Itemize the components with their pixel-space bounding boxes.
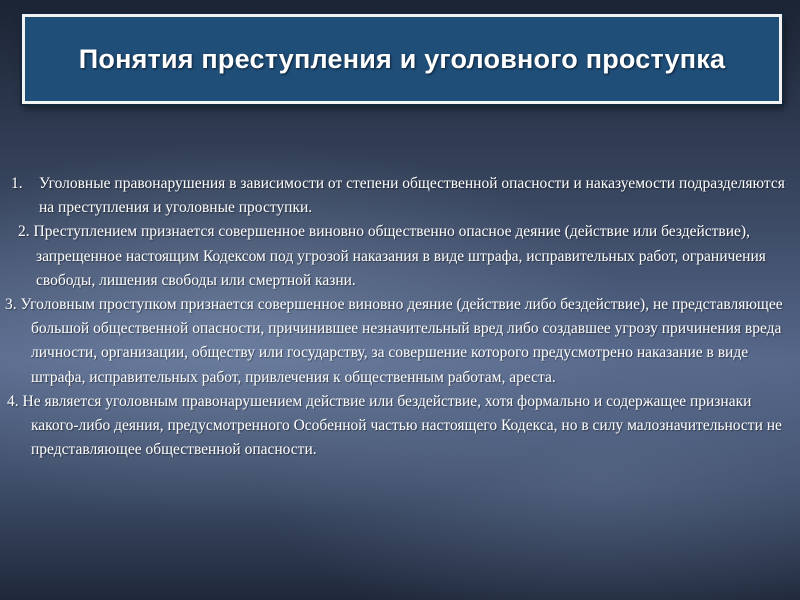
paragraph-3 <box>0 293 792 390</box>
content-body <box>0 172 792 462</box>
paragraph-1-text: Уголовные правонарушения в зависимости от степени общественной опасности и наказуемости подразделяются на преступления и уголовные проступки. <box>39 175 785 217</box>
paragraph-2-text: 2. Преступлением признается совершенное виновно общественно опасное деяние (действие или бездействие), запрещенное настоящим Кодексом под угрозой наказания в виде штрафа, исправительных работ, ограничения свободы, лишения свободы или смертной казни. <box>18 223 766 289</box>
paragraph-4-text: 4. Не является уголовным правонарушением действие или бездействие, хотя формально и содержащее признаки какого-либо деяния, предусмотренного Особенной частью настоящего Кодекса, но в силу малозначительности не представляющее общественной опасности. <box>7 392 782 459</box>
paragraph-1 <box>0 172 792 220</box>
paragraph-4 <box>0 390 792 463</box>
paragraph-3-text: 3. Уголовным проступком признается совершенное виновно деяние (действие либо бездействие), не представляющее большой общественной опасности, причинившее незначительный вред либо создавшее угрозу причинения вреда личности, организации, обществу или государству, за совершение которого предусмотрено наказание в виде штрафа, исправительных работ, привлечения к общественным работам, ареста. <box>5 296 783 386</box>
paragraph-2 <box>0 220 792 293</box>
paragraph-1-number: 1. <box>11 175 23 192</box>
slide-title: Понятия преступления и уголовного проступка <box>78 43 726 74</box>
title-box <box>22 14 782 104</box>
